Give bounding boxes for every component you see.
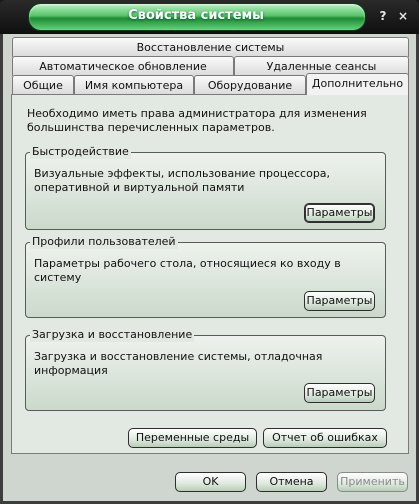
- group-user-profiles: [25, 235, 386, 318]
- ok-button[interactable]: OK: [175, 472, 246, 492]
- group-performance-description: Визуальные эффекты, использование процессора, оперативной и виртуальной памяти: [34, 167, 331, 194]
- group-performance-title: Быстродействие: [32, 145, 129, 158]
- group-startup-recovery-description: Загрузка и восстановление системы, отладочная информация: [34, 350, 323, 377]
- help-button[interactable]: ?: [379, 9, 387, 23]
- tab-advanced[interactable]: Дополнительно: [306, 73, 409, 95]
- performance-settings-button[interactable]: Параметры: [304, 203, 375, 223]
- close-button[interactable]: ×: [397, 9, 409, 23]
- tab-system-restore[interactable]: Восстановление системы: [12, 37, 409, 57]
- group-startup-recovery-title: Загрузка и восстановление: [32, 328, 193, 341]
- cancel-button[interactable]: Отмена: [256, 472, 327, 492]
- tab-hardware[interactable]: Оборудование: [194, 75, 306, 95]
- tab-general[interactable]: Общие: [12, 75, 74, 95]
- dialog-client-area: [3, 34, 416, 501]
- admin-notice-text: Необходимо иметь права администратора для изменения большинства перечисленных параметров.: [27, 107, 367, 134]
- environment-variables-button[interactable]: Переменные среды: [128, 428, 257, 448]
- tab-remote-sessions[interactable]: Удаленные сеансы: [234, 56, 409, 76]
- tab-computer-name[interactable]: Имя компьютера: [74, 75, 194, 95]
- tab-panel-advanced: [11, 94, 409, 454]
- group-user-profiles-title: Профили пользователей: [32, 235, 176, 248]
- tab-automatic-updates[interactable]: Автоматическое обновление: [12, 56, 234, 76]
- user-profiles-settings-button[interactable]: Параметры: [304, 291, 375, 311]
- group-user-profiles-description: Параметры рабочего стола, относящиеся ко входу в систему: [34, 257, 341, 284]
- startup-recovery-settings-button[interactable]: Параметры: [304, 383, 375, 403]
- window-title: Свойства системы: [128, 8, 264, 23]
- group-startup-recovery: [25, 328, 386, 411]
- error-reporting-button[interactable]: Отчет об ошибках: [263, 428, 387, 448]
- title-bar[interactable]: [0, 0, 419, 34]
- group-performance: [25, 145, 386, 230]
- apply-button[interactable]: Применить: [337, 472, 408, 492]
